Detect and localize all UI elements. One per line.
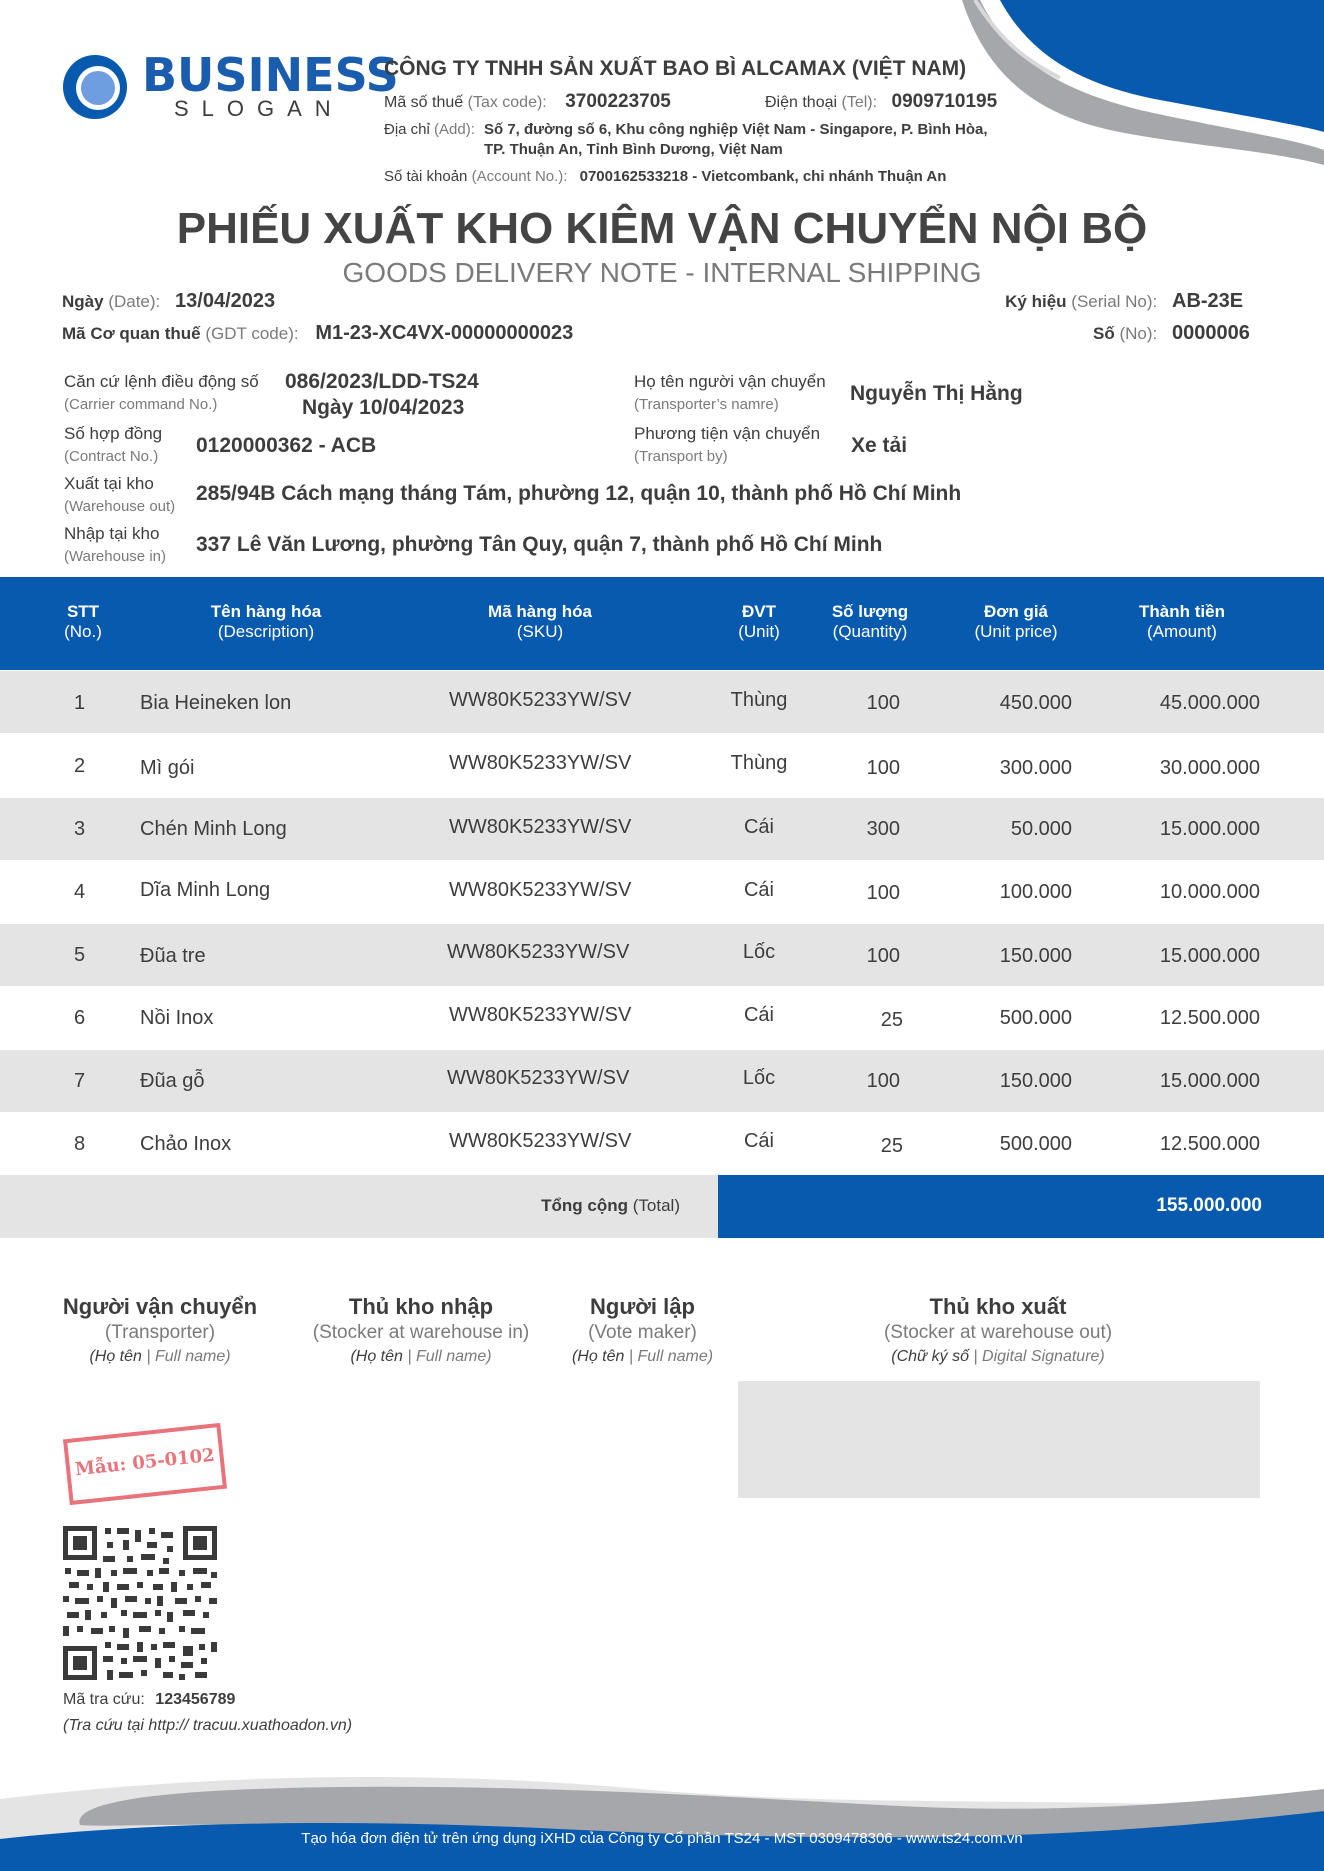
account-number: 0700162533218 - Vietcombank, chi nhánh Thuận An bbox=[579, 168, 947, 185]
tax-code: 3700223705 bbox=[565, 91, 671, 112]
lookup-row bbox=[63, 1691, 235, 1709]
row-description: Mì gói bbox=[140, 757, 195, 779]
row-unit: Thùng bbox=[730, 689, 788, 711]
account-row bbox=[384, 168, 946, 185]
address-label-en: (Add): bbox=[434, 121, 475, 138]
row-no: 1 bbox=[74, 692, 86, 714]
contract-label-en: (Contract No.) bbox=[64, 448, 159, 465]
row-sku: WW80K5233YW/SV bbox=[449, 879, 632, 901]
serial-row bbox=[1005, 290, 1262, 313]
row-amount: 15.000.000 bbox=[1159, 818, 1260, 840]
form-stamp bbox=[63, 1423, 227, 1505]
gdt-row bbox=[62, 322, 573, 345]
document-number: 0000006 bbox=[1172, 322, 1250, 344]
table-row bbox=[0, 798, 1324, 860]
transport-label: Phương tiện vận chuyển bbox=[634, 424, 821, 443]
header-sku: Mã hàng hóa (SKU) bbox=[488, 602, 592, 641]
row-description: Nồi Inox bbox=[140, 1007, 214, 1029]
lookup-note: (Tra cứu tại http:// tracuu.xuathoadon.vn) bbox=[63, 1717, 353, 1734]
lookup-code: 123456789 bbox=[155, 1691, 236, 1708]
table-row bbox=[0, 671, 1324, 733]
total-value-band bbox=[718, 1175, 1324, 1238]
number-row bbox=[1093, 322, 1262, 345]
address-label: Địa chỉ bbox=[384, 121, 430, 138]
phone-label: Điện thoại bbox=[765, 94, 838, 111]
address-line-2: TP. Thuận An, Tỉnh Bình Dương, Việt Nam bbox=[484, 141, 783, 158]
total-label: Tổng cộng (Total) bbox=[541, 1196, 680, 1215]
header-unit: ĐVT (Unit) bbox=[738, 602, 780, 641]
date-row bbox=[62, 290, 275, 313]
lookup-label: Mã tra cứu: bbox=[63, 1691, 145, 1708]
row-sku: WW80K5233YW/SV bbox=[447, 941, 630, 963]
items-table-header bbox=[0, 577, 1324, 670]
warehouse-out-label-en: (Warehouse out) bbox=[64, 498, 176, 515]
digital-signature-box bbox=[738, 1381, 1260, 1498]
stamp-text: Mẫu: 05-0102 bbox=[74, 1444, 216, 1481]
serial-label-en: (Serial No): bbox=[1071, 292, 1158, 311]
row-description: Bia Heineken lon bbox=[140, 692, 292, 714]
row-amount: 15.000.000 bbox=[1159, 945, 1260, 967]
row-quantity: 100 bbox=[866, 945, 900, 967]
date-label: Ngày bbox=[62, 292, 104, 311]
document-title: PHIẾU XUẤT KHO KIÊM VẬN CHUYỂN NỘI BỘ bbox=[176, 204, 1148, 253]
header-amount: Thành tiền (Amount) bbox=[1139, 602, 1225, 641]
header-description: Tên hàng hóa (Description) bbox=[210, 602, 322, 641]
row-description: Đũa gỗ bbox=[140, 1070, 205, 1092]
row-amount: 15.000.000 bbox=[1159, 1070, 1260, 1092]
footer-text: Tạo hóa đơn điện tử trên ứng dụng iXHD của Công ty Cổ phần TS24 - MST 0309478306 - www.ts24.com.vn bbox=[301, 1830, 1023, 1847]
command-label-en: (Carrier command No.) bbox=[64, 396, 218, 413]
transporter-label: Họ tên người vận chuyển bbox=[634, 372, 826, 391]
signature-transporter: Người vận chuyển (Transporter) (Họ tên | Full name) bbox=[62, 1294, 258, 1365]
company-name: CÔNG TY TNHH SẢN XUẤT BAO BÌ ALCAMAX (VIỆT NAM) bbox=[384, 57, 967, 80]
logo-circle-icon bbox=[62, 54, 128, 120]
row-unit-price: 50.000 bbox=[1010, 818, 1072, 840]
row-unit: Thùng bbox=[730, 752, 788, 774]
row-sku: WW80K5233YW/SV bbox=[449, 689, 632, 711]
gdt-code: M1-23-XC4VX-00000000023 bbox=[315, 322, 574, 344]
table-row bbox=[0, 1050, 1324, 1112]
row-unit: Lốc bbox=[742, 941, 776, 963]
warehouse-in-label-en: (Warehouse in) bbox=[64, 548, 166, 565]
phone-number: 0909710195 bbox=[891, 91, 998, 112]
warehouse-in-address: 337 Lê Văn Lương, phường Tân Quy, quận 7, thành phố Hồ Chí Minh bbox=[196, 533, 883, 556]
table-row bbox=[0, 987, 1324, 1049]
transport-label-en: (Transport by) bbox=[634, 448, 728, 465]
row-sku: WW80K5233YW/SV bbox=[449, 1130, 632, 1152]
phone-label-en: (Tel): bbox=[841, 94, 878, 111]
header-no: STT (No.) bbox=[64, 602, 102, 641]
serial-label: Ký hiệu bbox=[1005, 292, 1067, 311]
number-label: Số bbox=[1093, 324, 1115, 343]
address-line-1: Số 7, đường số 6, Khu công nghiệp Việt Nam - Singapore, P. Bình Hòa, bbox=[484, 121, 988, 138]
row-no: 8 bbox=[74, 1133, 86, 1155]
row-description: Chảo Inox bbox=[140, 1133, 232, 1155]
signature-vote-maker: Người lập (Vote maker) (Họ tên | Full name) bbox=[571, 1294, 714, 1365]
logo-wordmark: BUSINESS bbox=[142, 48, 399, 102]
account-label: Số tài khoản bbox=[384, 168, 468, 185]
date-label-en: (Date): bbox=[108, 292, 161, 311]
row-quantity: 300 bbox=[866, 818, 900, 840]
row-quantity: 100 bbox=[866, 882, 900, 904]
row-unit-price: 150.000 bbox=[999, 945, 1072, 967]
row-amount: 10.000.000 bbox=[1159, 881, 1260, 903]
row-amount: 30.000.000 bbox=[1159, 757, 1260, 779]
row-quantity: 100 bbox=[866, 692, 900, 714]
row-amount: 45.000.000 bbox=[1159, 692, 1260, 714]
row-quantity: 100 bbox=[866, 1070, 900, 1092]
row-description: Chén Minh Long bbox=[140, 818, 287, 840]
serial-number: AB-23E bbox=[1172, 290, 1244, 312]
warehouse-in-label: Nhập tại kho bbox=[64, 524, 160, 543]
table-row bbox=[0, 924, 1324, 986]
command-number: 086/2023/LDD-TS24 bbox=[285, 370, 479, 393]
transporter-name: Nguyễn Thị Hằng bbox=[850, 382, 1023, 405]
row-no: 7 bbox=[74, 1070, 86, 1092]
signature-stocker-in: Thủ kho nhập (Stocker at warehouse in) (Họ tên | Full name) bbox=[312, 1294, 530, 1365]
tax-label: Mã số thuế bbox=[384, 94, 464, 111]
command-date: Ngày 10/04/2023 bbox=[302, 396, 465, 419]
document-subtitle: GOODS DELIVERY NOTE - INTERNAL SHIPPING bbox=[342, 257, 982, 288]
document-date: 13/04/2023 bbox=[175, 290, 276, 312]
row-unit-price: 500.000 bbox=[999, 1007, 1072, 1029]
row-unit: Cái bbox=[743, 1004, 774, 1026]
total-label-band bbox=[0, 1175, 718, 1238]
row-no: 5 bbox=[74, 944, 86, 966]
total-amount: 155.000.000 bbox=[1156, 1195, 1262, 1216]
warehouse-out-label: Xuất tại kho bbox=[64, 474, 154, 493]
row-unit-price: 150.000 bbox=[999, 1070, 1072, 1092]
address-row bbox=[384, 121, 475, 138]
gdt-label-en: (GDT code): bbox=[205, 324, 299, 343]
qr-code-icon bbox=[63, 1526, 217, 1680]
warehouse-out-address: 285/94B Cách mạng tháng Tám, phường 12, quận 10, thành phố Hồ Chí Minh bbox=[196, 482, 962, 505]
gdt-label: Mã Cơ quan thuế bbox=[62, 324, 201, 343]
row-description: Dĩa Minh Long bbox=[140, 879, 271, 901]
contract-label: Số hợp đồng bbox=[64, 424, 163, 443]
transporter-label-en: (Transporter’s namre) bbox=[634, 396, 779, 413]
row-sku: WW80K5233YW/SV bbox=[449, 816, 632, 838]
number-label-en: (No): bbox=[1119, 324, 1158, 343]
contract-number: 0120000362 - ACB bbox=[196, 434, 377, 457]
row-quantity: 25 bbox=[880, 1009, 903, 1031]
row-no: 6 bbox=[74, 1007, 86, 1029]
row-sku: WW80K5233YW/SV bbox=[449, 752, 632, 774]
logo-slogan: SLOGAN bbox=[174, 96, 344, 121]
footer-wave-decoration bbox=[0, 1755, 1324, 1871]
row-unit-price: 300.000 bbox=[999, 757, 1072, 779]
table-row bbox=[0, 1113, 1324, 1175]
row-unit: Cái bbox=[743, 816, 774, 838]
command-label: Căn cứ lệnh điều động số bbox=[64, 372, 259, 391]
header-unit-price: Đơn giá (Unit price) bbox=[974, 602, 1058, 641]
row-amount: 12.500.000 bbox=[1159, 1133, 1260, 1155]
table-row bbox=[0, 735, 1324, 797]
header-quantity: Số lượng (Quantity) bbox=[831, 602, 909, 641]
row-unit-price: 500.000 bbox=[999, 1133, 1072, 1155]
row-unit-price: 450.000 bbox=[999, 692, 1072, 714]
row-unit: Cái bbox=[743, 879, 774, 901]
phone-row bbox=[765, 91, 997, 113]
transport-vehicle: Xe tải bbox=[851, 434, 908, 457]
row-unit: Cái bbox=[743, 1130, 774, 1152]
row-unit-price: 100.000 bbox=[999, 881, 1072, 903]
row-sku: WW80K5233YW/SV bbox=[447, 1067, 630, 1089]
row-quantity: 100 bbox=[866, 757, 900, 779]
signature-stocker-out: Thủ kho xuất (Stocker at warehouse out) (Chữ ký số | Digital Signature) bbox=[883, 1294, 1113, 1365]
table-row bbox=[0, 861, 1324, 923]
row-unit: Lốc bbox=[742, 1067, 776, 1089]
tax-label-en: (Tax code): bbox=[467, 94, 547, 111]
row-quantity: 25 bbox=[880, 1135, 903, 1157]
row-amount: 12.500.000 bbox=[1159, 1007, 1260, 1029]
row-no: 3 bbox=[74, 818, 86, 840]
company-logo bbox=[62, 48, 399, 122]
row-sku: WW80K5233YW/SV bbox=[449, 1004, 632, 1026]
account-label-en: (Account No.): bbox=[471, 168, 568, 185]
row-no: 4 bbox=[74, 881, 86, 903]
row-no: 2 bbox=[74, 755, 86, 777]
row-description: Đũa tre bbox=[140, 945, 206, 967]
